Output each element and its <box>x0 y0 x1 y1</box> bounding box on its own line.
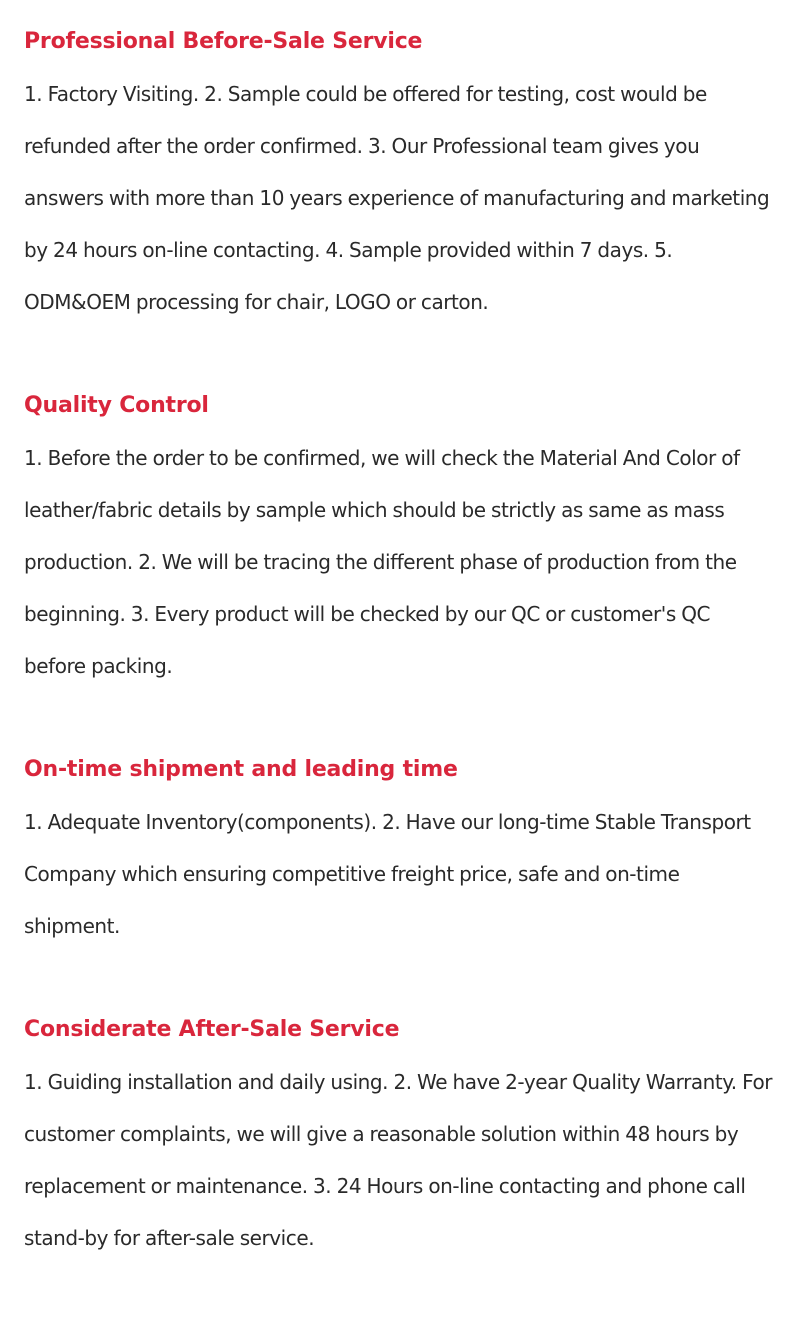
section-heading: Considerate After-Sale Service <box>24 1017 400 1042</box>
section-body: 1. Factory Visiting. 2. Sample could be offered for testing, cost would be refunded after the order confirmed. 3. Our Professional team gives you answers with more than 10 years experience of manufacturing and marketing by 24 hours on-line contacting. 4. Sample provided within 7 days. 5. ODM&OEM processing for chair, LOGO or carton. <box>24 82 770 314</box>
section-body: 1. Before the order to be confirmed, we will check the Material And Color of leather/fabric details by sample which should be strictly as same as mass production. 2. We will be tracing the different phase of production from the beginning. 3. Every product will be checked by our QC or customer's QC before packing. <box>24 446 740 678</box>
section-heading: On-time shipment and leading time <box>24 757 458 782</box>
section-on-time-shipment <box>24 744 776 952</box>
section-after-sale-service <box>24 1004 776 1264</box>
section-heading: Professional Before-Sale Service <box>24 29 423 54</box>
section-body: 1. Guiding installation and daily using. 2. We have 2-year Quality Warranty. For customer complaints, we will give a reasonable solution within 48 hours by replacement or maintenance. 3. 24 Hours on-line contacting and phone call stand-by for after-sale service. <box>24 1070 773 1250</box>
section-before-sale-service <box>24 16 776 328</box>
section-heading: Quality Control <box>24 393 209 418</box>
section-quality-control <box>24 380 776 692</box>
section-body: 1. Adequate Inventory(components). 2. Have our long-time Stable Transport Company which ensuring competitive freight price, safe and on-time shipment. <box>24 810 751 938</box>
